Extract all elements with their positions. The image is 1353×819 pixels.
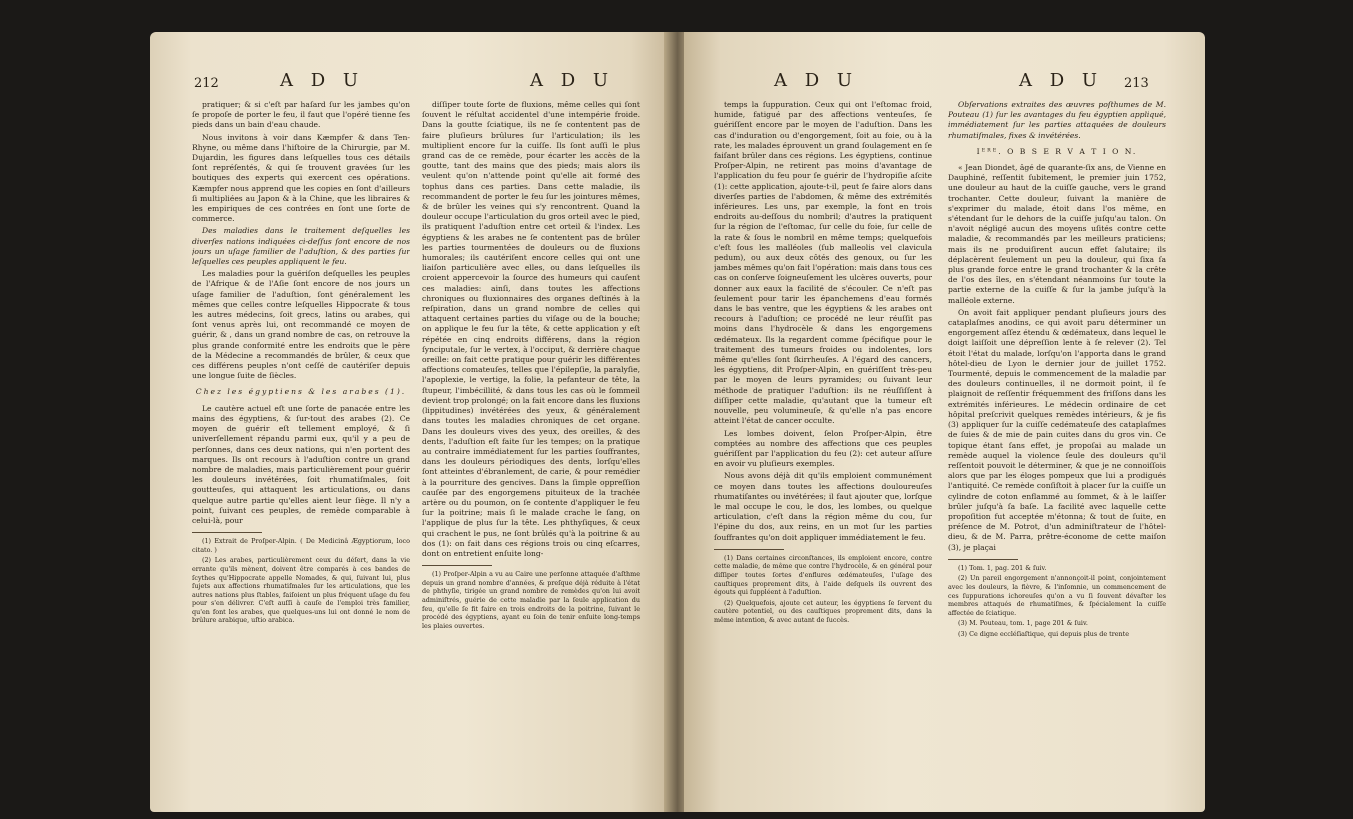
left-page-header: A D U [280, 70, 365, 91]
right-page-column-1 [714, 100, 932, 800]
paragraph: Nous invitons à voir dans Kæmpfer & dans Ten-Rhyne, ou même dans l'hiſtoire de la Chirurgie, par M. Dujardin, les figures dans leſquelles tous ces détails ſont repréſentés, & qui ſe trouvent gravées ſur les boutiques des experts qui exercent ces opérations. Kæmpfer nous apprend que les copies en ſont d'ailleurs ſi multipliées au Japon & à la Chine, que les libraires & les empiriques de ces contrées en ſont une ſorte de commerce. [192, 132, 410, 224]
paragraph: On avoit fait appliquer pendant pluſieurs jours des cataplaſmes anodins, ce qui avoit paru déterminer un engorgement aſſez étendu & œdémateux, dans lequel le doigt laiſſoit une dépreſſion lente à ſe relever (2). Tel étoit l'état du malade, lorſqu'on l'apporta dans le grand hôtel-dieu de Lyon le dernier jour de juillet 1752. Tourmenté, depuis le commencement de la maladie par des douleurs continuelles, il ne dormoit point, il ſe plaignoit de reſſentir fréquemment des friſſons dans les extrémités inférieures. Le médecin ordinaire de cet hôpital preſcrivit quelques remèdes intérieurs, & je fis (3) appliquer ſur la cuiſſe cedémateuſe des cataplaſmes de ſuies & de mie de pain cuites dans du gros vin. Ce topique étant ſans effet, je propoſai au malade un remède auquel la violence ſeule des douleurs qu'il reſſentoit pouvoit le déterminer, & que je ne connoiſſois alors que par les éloges pompeux que lui a prodigués l'antiquité. Ce remède conſiſtoit à placer ſur la cuiſſe un cylindre de coton enflammé au ſommet, & à le laiſſer brûler juſqu'à ſa baſe. La facilité avec laquelle cette propoſition fut acceptée m'étonna; & tout de ſuite, en préſence de M. Potrot, d'un adminiſtrateur de l'hôtel-dieu, & de M. Parra, prêtre-économe de cette maiſon (3), je plaçai [948, 307, 1166, 552]
subheading: Chez les égyptiens & les arabes (1). [195, 387, 407, 397]
left-page-header-2: A D U [530, 70, 615, 91]
footnote-rule [192, 532, 262, 533]
footnote: (2) Un pareil engorgement n'annonçoit-il point, conjointement avec les douleurs, la fièvre, & l'inſomnie, un commencement de ces ſuppurations ichoreuſes qu'on a vu ſi ſouvent dévaſter les membres attaqués de rhumatiſmes, & ſpécialement la cuiſſe affectée de ſciatique. [948, 574, 1166, 617]
footnote: (1) Tom. 1, pag. 201 & ſuiv. [958, 563, 1047, 572]
left-page-column-1 [192, 100, 410, 800]
footnote: (3) Ce digne eccléſiaſtique, qui depuis plus de trente [958, 629, 1130, 638]
footnote-rule [948, 559, 1018, 560]
paragraph: diſſiper toute ſorte de fluxions, même celles qui ſont ſouvent le réſultat accidentel d'une intempérie froide. Dans la goutte ſciatique, ils ne ſe contentent pas de faire pluſieurs brûlures ſur l'articulation; ils les multiplient encore ſur la cuiſſe. Ils ſont auſſi le plus grand cas de ce remède, pour écarter les accès de la goutte, tant des mains que des pieds; mais alors ils veulent qu'on n'attende point qu'elle ait formé des tophus dans ces parties. Dans cette maladie, ils recommandent de porter le feu ſur les jointures mêmes, & de brûler les veines qui s'y rencontrent. Quand la douleur occupe l'articulation du gros orteil avec le pied, ils pratiquent l'aduſtion entre cet orteil & l'index. Les égyptiens & les arabes ne ſe contentent pas de brûler les parties tourmentées de douleurs ou de fluxions humorales; ils cautériſent encore celles qui ont une liaiſon particulière avec elles, ou dans leſquelles ils croient appercevoir la ſource des humeurs qui cauſent ces maladies: ainſi, dans toutes les affections chroniques ou fluxionnaires des organes deſtinés à la reſpiration, dans un grand nombre de celles qui attaquent certaines parties du viſage ou de la bouche; on applique le feu ſur la tête, & cette application y eſt répétée en cinq endroits différens, dans la région ſynciputale, ſur le vertex, à l'occiput, & derrière chaque oreille: on fait cette pratique pour guérir les différentes affections comateuſes, telles que l'épilepſie, la paralyſie, l'apoplexie, le vertige, la folie, la pefanteur de tête, la ſtupeur, l'imbécillité, & dans tous les cas où le ſommeil devient trop prolongé; on la fait encore dans les fluxions (lippitudines) invétérées des yeux, & généralement dans toutes les maladies chroniques de cet organe. Dans les douleurs vives des yeux, des oreilles, & des dents, l'aduſtion eſt faite ſur les tempes; on la pratique au contraire immédiatement ſur les parties ſouffrantes, dans les douleurs périodiques des dents, lorſqu'elles ſont atteintes d'ébranlement, de carie, & pour remédier à la pourriture des gencives. Dans la ſimple oppreſſion cauſée par des engorgemens pituiteux de la trachée artère ou du poumon, on ſe contente d'appliquer le feu ſur la poitrine; mais ſi le malade crache le ſang, on l'applique de plus ſur la tête. Les phthyſiques, & ceux qui crachent le pus, ne ſont brûlés qu'à la poitrine & au dos (1): on fait dans ces régions trois ou cinq eſcarres, dont on entretient enſuite long- [422, 100, 640, 558]
right-page-number: 213 [1124, 76, 1149, 91]
right-page-header: A D U [774, 70, 859, 91]
footnote: (2) Quelquefois, ajoute cet auteur, les égyptiens ſe ſervent du cautère potentiel, ou des cauſtiques proprement dits, dans la même intention, & avec autant de ſuccès. [714, 598, 932, 624]
open-book [150, 32, 1205, 812]
right-page-column-2 [948, 100, 1166, 800]
left-page [150, 32, 671, 812]
paragraph: Le cautère actuel eſt une ſorte de panacée entre les mains des égyptiens, & ſur-tout des arabes (2). Ce moyen de guérir eſt tellement employé, & ſi univerſellement répandu parmi eux, qu'il y a peu de perſonnes, dans ces deux nations, qui n'en portent des marques. Ils ont recours à l'aduſtion contre un grand nombre de maladies, mais particulièrement pour guérir les douleurs invétérées, ſoit rhumatiſmales, ſoit goutteuſes, qui attaquent les articulations, ou dans quelque autre partie qu'elles aient leur ſiège. Il n'y a point, ſuivant ces peuples, de remède comparable à celui-là, pour [192, 403, 410, 525]
footnote: (1) Proſper-Alpin a vu au Caire une perſonne attaquée d'aſthme depuis un grand nombre d'années, & preſque déjà réduite à l'état de phthyſie, tirigée un grand nombre de remèdes qu'on lui avoit adminiſtrés, guérie de cette maladie par la ſeule application du feu, qu'elle ſe fit faire en trois endroits de la poitrine, ſuivant le procédé des égyptiens, ayant eu ſoin de tenir enſuite long-temps les plaies ouvertes. [422, 570, 640, 630]
paragraph: pratiquer; & si c'eſt par haſard ſur les jambes qu'on ſe propoſe de porter le feu, il faut que l'opéré tienne ſes pieds dans un bain d'eau chaude. [192, 100, 410, 130]
footnote-rule [714, 549, 784, 550]
paragraph: Nous avons déjà dit qu'ils emploient communément ce moyen dans toutes les affections douloureuſes rhumatiſantes ou invétérées; il faut ajouter que, lorſque le mal occupe le cou, le dos, les lombes, ou quelque articulation, c'eſt dans la région même du cou, ſur l'épine du dos, aux reins, en un mot ſur les parties ſouffrantes qu'on doit appliquer immédiatement le feu. [714, 471, 932, 542]
paragraph: « Jean Diondet, âgé de quarante-ſix ans, de Vienne en Dauphiné, reſſentit ſubitement, le premier juin 1752, une douleur au haut de la cuiſſe gauche, vers le grand trochanter. Cette douleur, ſuivant la manière de s'exprimer du malade, étoit dans l'os même, en s'étendant ſur le dehors de la cuiſſe juſqu'au talon. On n'avoit négligé aucun des moyens uſités contre cette maladie, & recommandés par les meilleurs praticiens; mais ils ne produiſirent aucun effet ſalutaire; ils déplacèrent ſeulement un peu la douleur, qui ſixa ſa plus grande force entre le grand trochanter & la crête de l'os des îles, en s'étendant néanmoins ſur toute la partie externe de la cuiſſe & ſur la jambe juſqu'à la malléole externe. [948, 163, 1166, 305]
section-heading: Obſervations extraites des œuvres poſthumes de M. Pouteau (1) ſur les avantages du feu égyptien appliqué, immédiatement ſur les parties attaquées de douleurs rhumatiſmales, fixes & invétérées. [948, 100, 1166, 140]
left-page-column-2 [422, 100, 640, 800]
footnote-rule [422, 565, 492, 566]
paragraph: Les lombes doivent, ſelon Proſper-Alpin, être comptées au nombre des affections que ces peuples guériſſent par l'application du feu (2): cet auteur aſſure en avoir vu pluſieurs exemples. [714, 428, 932, 469]
footnote: (2) Les arabes, particulièrement ceux du déſert, dans la vie errante qu'ils mènent, doivent être comparés à ces bandes de ſcythes qu'Hippocrate appelle Nomades, & qui, ſuivant lui, plus ſujets aux affections rhumatiſmales ſur les articulations, que les autres nations plus ſtables, faiſoient un plus fréquent uſage du feu pour s'en délivrer. C'eſt auſſi à cauſe de l'emploi très familier, qu'en font les arabes, que quelques-uns lui ont donné le nom de brûlure arabique, uſtio arabica. [192, 556, 410, 625]
paragraph: Les maladies pour la guériſon deſquelles les peuples de l'Afrique & de l'Aſie ſont encore de nos jours un uſage familier de l'aduſtion, ſont généralement les mêmes que celles contre leſquelles Hippocrate & tous les autres médecins, ſoit grecs, latins ou arabes, qui ſont venus après lui, ont recommandé ce moyen de guérir, & , dans un grand nombre de cas, on retrouve la plus grande conformité entre les endroits que le père de la Médecine a recommandés de brûler, & ceux que ces différens peuples n'ont ceſſé de cautériſer depuis une longue ſuite de ſiècles. [192, 269, 410, 381]
section-heading: Des maladies dans le traitement deſquelles les diverſes nations indiquées ci-deſſus ſont encore de nos jours un uſage familier de l'aduſtion, & des parties ſur leſquelles ces peuples appliquent le feu. [192, 226, 410, 267]
paragraph: temps la ſuppuration. Ceux qui ont l'eſtomac froid, humide, fatigué par des affections venteuſes, ſe guériſſent encore par le moyen de l'aduſtion. Dans les cas d'induration ou d'engorgement, ſoit au foie, ou à la rate, les malades éprouvent un grand ſoulagement en ſe faiſant brûler dans ces régions. Les égyptiens, continue Proſper-Alpin, ne retirent pas moins d'avantage de l'application du feu pour ſe guérir de l'hydropiſie aſcite (1): cette application, ajoute-t-il, peut ſe faire alors dans diverſes parties de l'abdomen, & même des extrémités inférieures. Les uns, par exemple, la font en trois endroits au-deſſous du nombril; d'autres la pratiquent ſur la région de l'eſtomac, ſur celle du foie, ſur celle de la rate & ſous le nombril en même temps; quelquefois c'eſt ſous les malléoles (ſub malleolis vel clavicula pedum), ou aux deux côtés des genoux, ou ſur les jambes mêmes qu'on fait l'opération: mais dans tous ces cas on conſerve ſoigneuſement les ulcères ouverts, pour donner aux eaux la facilité de s'écouler. Ce n'eſt pas ſeulement pour tarir les épanchemens d'eau formés dans le bas ventre, que les égyptiens & les arabes ont recours à l'aduſtion; ce procédé ne leur réuſſit pas moins dans l'hydrocèle & dans les engorgemens œdémateux. Ils la regardent comme ſpécifique pour le traitement des tumeurs froides ou indolentes, lors même qu'elles ſont ſkirrheuſes. A l'égard des cancers, les égyptiens, dit Proſper-Alpin, en guériſſent très-peu par le moyen de leurs pyramides; ou ſuivant leur méthode de pratiquer l'aduſtion: ils ne réuſſiſſent à diſſiper cette maladie, qu'autant que la tumeur eſt nouvelle, peu volumineuſe, & qu'elle n'a pas encore atteint l'état de cancer occulte. [714, 100, 932, 426]
left-page-number: 212 [194, 76, 219, 91]
footnote: (3) M. Pouteau, tom. 1, page 201 & ſuiv. [958, 619, 1088, 628]
right-page-header-2: A D U [1019, 70, 1104, 91]
observation-heading: Iᴱᴿᴱ. O B S E R V A T I O N. [976, 146, 1138, 156]
footnote: (1) Dans certaines circonſtances, ils emploient encore, contre cette maladie, de même que contre l'hydrocèle, & en général pour diſſiper toutes ſortes d'enflures œdémateuſes, l'uſage des cauſtiques proprement dits, à l'aide deſquels ils ouvrent des égouts qui ſuppléent à l'aduſtion. [714, 553, 932, 597]
right-page [684, 32, 1205, 812]
footnote: (1) Extrait de Proſper-Alpin. ( De Medicinâ Ægyptiorum, loco citato. ) [192, 537, 410, 554]
